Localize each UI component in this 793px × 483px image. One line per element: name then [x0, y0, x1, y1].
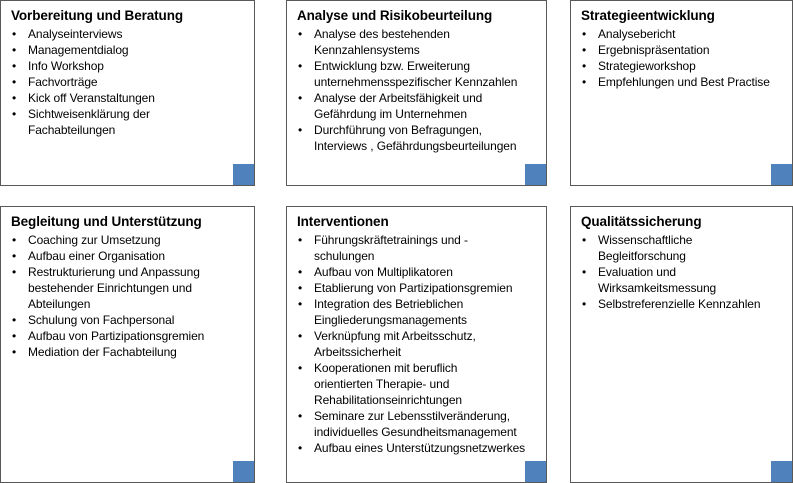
list-item — [581, 42, 786, 58]
bullet-icon: • — [12, 313, 17, 327]
list-item — [581, 74, 786, 90]
card-title: Vorbereitung und Beratung — [11, 8, 183, 23]
list-item-text: Analysebericht — [598, 27, 676, 41]
list-item — [297, 328, 540, 360]
list-item — [297, 58, 540, 90]
list-item-text: Evaluation und Wirksamkeitsmessung — [598, 265, 717, 295]
card-qualitaet — [570, 206, 793, 483]
bullet-icon: • — [12, 91, 17, 105]
list-item-text: Entwicklung bzw. Erweiterung unternehmensspezifischer Kennzahlen — [314, 59, 518, 89]
card-title: Strategieentwicklung — [581, 8, 715, 23]
list-item-text: Durchführung von Befragungen, Interviews , Gefährdungsbeurteilungen — [314, 123, 517, 153]
list-item — [11, 106, 248, 138]
list-item-text: Empfehlungen und Best Practise — [598, 75, 770, 89]
list-item-text: Kick off Veranstaltungen — [28, 91, 155, 105]
list-item-text: Strategieworkshop — [598, 59, 696, 73]
card-vorbereitung — [0, 0, 255, 186]
list-item-text: Restrukturierung und Anpassung bestehender Einrichtungen und Abteilungen — [28, 265, 200, 311]
corner-square — [233, 164, 254, 185]
card-list — [11, 232, 248, 360]
bullet-icon: • — [298, 27, 303, 41]
bullet-icon: • — [582, 59, 587, 73]
list-item-text: Analyse des bestehenden Kennzahlensystems — [314, 27, 450, 57]
list-item-text: Aufbau einer Organisation — [28, 249, 165, 263]
card-list — [297, 232, 540, 456]
list-item-text: Analyse der Arbeitsfähigkeit und Gefährdung im Unternehmen — [314, 91, 483, 121]
bullet-icon: • — [298, 265, 303, 279]
bullet-icon: • — [582, 297, 587, 311]
list-item — [11, 312, 248, 328]
list-item-text: Ergebnispräsentation — [598, 43, 710, 57]
corner-square — [525, 461, 546, 482]
card-strategie — [570, 0, 793, 186]
card-title: Interventionen — [297, 214, 389, 229]
corner-square — [771, 164, 792, 185]
list-item — [11, 90, 248, 106]
bullet-icon: • — [12, 345, 17, 359]
corner-square — [771, 461, 792, 482]
list-item-text: Fachvorträge — [28, 75, 98, 89]
bullet-icon: • — [298, 91, 303, 105]
list-item-text: Aufbau eines Unterstützungsnetzwerkes — [314, 441, 526, 455]
list-item — [11, 248, 248, 264]
list-item-text: Aufbau von Partizipationsgremien — [28, 329, 205, 343]
bullet-icon: • — [12, 107, 17, 121]
list-item-text: Sichtweisenklärung der Fachabteilungen — [28, 107, 150, 137]
list-item — [297, 408, 540, 440]
bullet-icon: • — [12, 329, 17, 343]
list-item — [11, 328, 248, 344]
bullet-icon: • — [582, 75, 587, 89]
list-item-text: Managementdialog — [28, 43, 129, 57]
list-item-text: Seminare zur Lebensstilveränderung, individuelles Gesundheitsmanagement — [314, 409, 517, 439]
bullet-icon: • — [12, 43, 17, 57]
list-item — [581, 264, 786, 296]
list-item-text: Coaching zur Umsetzung — [28, 233, 161, 247]
corner-square — [233, 461, 254, 482]
list-item-text: Schulung von Fachpersonal — [28, 313, 175, 327]
list-item — [581, 232, 786, 264]
list-item — [297, 440, 540, 456]
bullet-icon: • — [298, 281, 303, 295]
list-item — [581, 26, 786, 42]
list-item — [11, 42, 248, 58]
list-item-text: Kooperationen mit beruflich orientierten Therapie- und Rehabilitationseinrichtungen — [314, 361, 462, 407]
list-item-text: Mediation der Fachabteilung — [28, 345, 177, 359]
card-list — [581, 232, 786, 312]
card-list — [297, 26, 540, 154]
list-item-text: Selbstreferenzielle Kennzahlen — [598, 297, 761, 311]
list-item — [11, 58, 248, 74]
bullet-icon: • — [12, 265, 17, 279]
list-item — [11, 74, 248, 90]
bullet-icon: • — [12, 249, 17, 263]
list-item — [297, 296, 540, 328]
list-item-text: Etablierung von Partizipationsgremien — [314, 281, 513, 295]
bullet-icon: • — [298, 329, 303, 343]
card-analyse — [286, 0, 547, 186]
bullet-icon: • — [12, 75, 17, 89]
list-item — [297, 26, 540, 58]
list-item-text: Analyseinterviews — [28, 27, 123, 41]
list-item — [297, 360, 540, 408]
list-item — [581, 58, 786, 74]
card-interventionen — [286, 206, 547, 483]
bullet-icon: • — [12, 59, 17, 73]
bullet-icon: • — [12, 233, 17, 247]
card-title: Qualitätssicherung — [581, 214, 702, 229]
card-title: Begleitung und Unterstützung — [11, 214, 202, 229]
list-item-text: Info Workshop — [28, 59, 104, 73]
list-item — [11, 232, 248, 248]
list-item-text: Wissenschaftliche Begleitforschung — [598, 233, 693, 263]
list-item-text: Integration des Betrieblichen Eingliederungsmanagements — [314, 297, 467, 327]
list-item — [11, 26, 248, 42]
bullet-icon: • — [582, 265, 587, 279]
bullet-icon: • — [582, 27, 587, 41]
list-item-text: Führungskräftetrainings und - schulungen — [314, 233, 468, 263]
list-item — [297, 280, 540, 296]
list-item — [297, 90, 540, 122]
bullet-icon: • — [298, 233, 303, 247]
list-item — [297, 232, 540, 264]
list-item — [11, 344, 248, 360]
bullet-icon: • — [298, 409, 303, 423]
bullet-icon: • — [12, 27, 17, 41]
list-item — [581, 296, 786, 312]
list-item — [297, 264, 540, 280]
list-item — [11, 264, 248, 312]
bullet-icon: • — [582, 233, 587, 247]
card-begleitung — [0, 206, 255, 483]
card-list — [581, 26, 786, 90]
list-item-text: Verknüpfung mit Arbeitsschutz, Arbeitssicherheit — [314, 329, 476, 359]
bullet-icon: • — [298, 59, 303, 73]
bullet-icon: • — [298, 123, 303, 137]
bullet-icon: • — [298, 297, 303, 311]
corner-square — [525, 164, 546, 185]
bullet-icon: • — [298, 361, 303, 375]
bullet-icon: • — [582, 43, 587, 57]
list-item-text: Aufbau von Multiplikatoren — [314, 265, 453, 279]
bullet-icon: • — [298, 441, 303, 455]
card-title: Analyse und Risikobeurteilung — [297, 8, 493, 23]
list-item — [297, 122, 540, 154]
card-list — [11, 26, 248, 138]
